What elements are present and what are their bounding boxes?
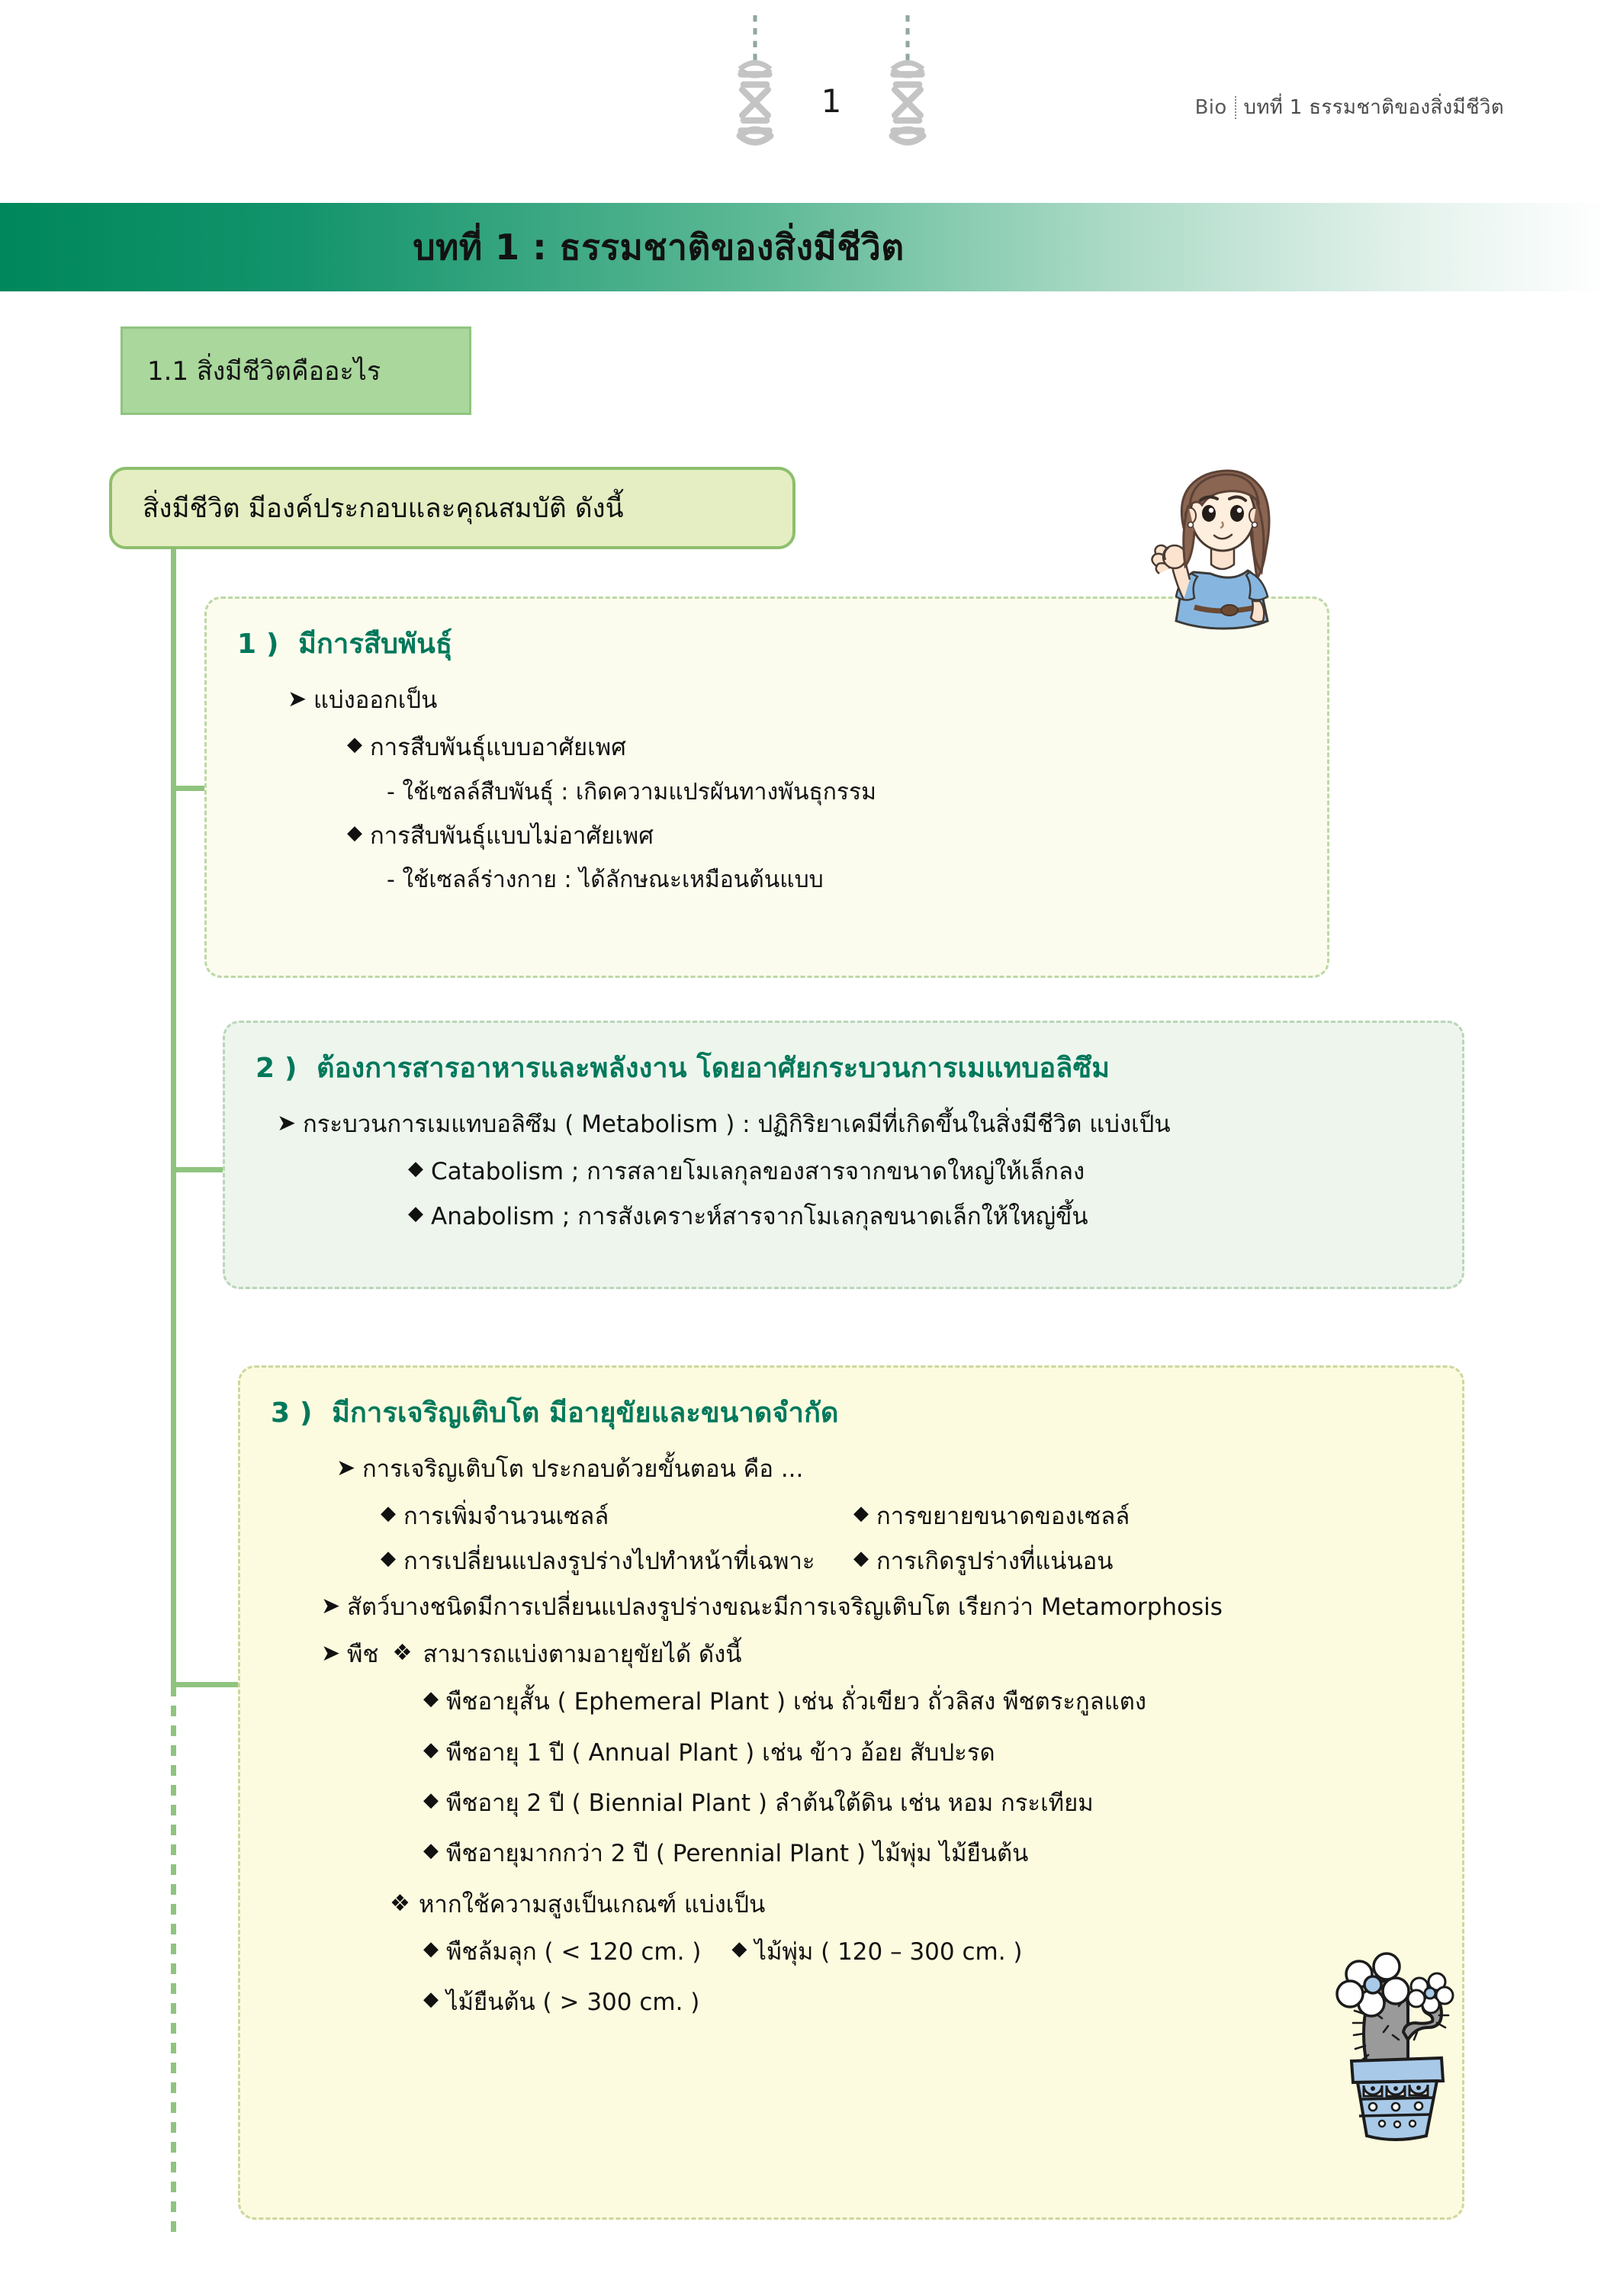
diamond-bullet-icon: ◆ (408, 1157, 423, 1181)
box-1-number: 1 ) (237, 629, 279, 660)
diamond-bullet-icon: ◆ (423, 1789, 439, 1812)
diamond-bullet-icon: ◆ (347, 733, 362, 757)
list-item-text: การเพิ่มจำนวนเซลล์ (403, 1503, 609, 1531)
list-item (853, 1546, 1432, 1577)
flower-bullet-icon: ❖ (392, 1639, 413, 1666)
box-2-title: ต้องการสารอาหารและพลังงาน โดยอาศัยกระบวนการเมแทบอลิซึม (317, 1053, 1110, 1084)
diamond-bullet-icon: ◆ (381, 1502, 396, 1526)
page-header (0, 0, 1607, 175)
page-number: 1 (821, 82, 842, 120)
list-item-text: Catabolism ; การสลายโมเลกุลของสารจากขนาดใหญ่ให้เล็กลง (431, 1158, 1085, 1186)
list-item (387, 865, 1297, 895)
box-2-heading (256, 1046, 1432, 1089)
height-types-row-2 (423, 1987, 1432, 2018)
cactus-in-pot-illustration (1319, 1950, 1483, 2150)
diamond-bullet-icon: ◆ (423, 1937, 439, 1960)
list-item-text: การเกิดรูปร่างที่แน่นอน (876, 1547, 1114, 1575)
chapter-banner (0, 203, 1607, 291)
arrow-bullet-icon: ➤ (321, 1592, 341, 1619)
plant-lead-text: สามารถแบ่งตามอายุขัยได้ ดังนี้ (423, 1641, 742, 1669)
content-box-reproduction (204, 597, 1329, 978)
height-criteria-text: หากใช้ความสูงเป็นเกณฑ์ แบ่งเป็น (419, 1890, 766, 1918)
box-3-number: 3 ) (271, 1397, 313, 1429)
list-item-text: ไม้พุ่ม ( 120 – 300 cm. ) (754, 1937, 1023, 1966)
arrow-bullet-icon: ➤ (336, 1455, 356, 1481)
corner-ornament-bl (121, 400, 136, 415)
box-3-title: มีการเจริญเติบโต มีอายุขัยและขนาดจำกัด (332, 1397, 839, 1429)
section-label-text: 1.1 สิ่งมีชีวิตคืออะไร (147, 356, 381, 387)
list-item (853, 1501, 1432, 1532)
banner-title: บทที่ 1 : ธรรมชาติของสิ่งมีชีวิต (413, 226, 905, 268)
list-item-text: ไม้ยืนต้น ( > 300 cm. ) (446, 1989, 700, 2017)
dna-helix-icon (881, 15, 934, 156)
header-bio-label: Bio (1194, 96, 1227, 119)
list-item-text: การสืบพันธุ์แบบอาศัยเพศ (370, 734, 626, 762)
header-divider (1235, 96, 1236, 119)
corner-ornament-br (456, 400, 471, 415)
section-label-1-1 (121, 326, 471, 415)
list-item-text: Anabolism ; การสังเคราะห์สารจากโมเลกุลขนาดเล็กให้ใหญ่ขึ้น (431, 1202, 1088, 1230)
tree-connector-stem (171, 549, 176, 1686)
list-item (387, 777, 1297, 807)
diamond-bullet-icon: ◆ (423, 1738, 439, 1761)
flower-bullet-icon: ❖ (390, 1889, 410, 1917)
list-item (381, 1501, 853, 1532)
list-item (423, 1788, 1432, 1818)
list-item-text: พืชล้มลุก ( < 120 cm. ) (446, 1937, 702, 1966)
diamond-bullet-icon: ◆ (423, 1839, 439, 1863)
list-item (288, 685, 1297, 715)
diamond-bullet-icon: ◆ (731, 1937, 747, 1960)
corner-ornament-tl (121, 326, 136, 342)
dna-helix-icon (728, 15, 782, 156)
diamond-bullet-icon: ◆ (423, 1988, 439, 2011)
content-box-metabolism (223, 1021, 1464, 1289)
dna-header-ornament (671, 15, 992, 160)
diamond-bullet-icon: ◆ (423, 1687, 439, 1711)
diamond-bullet-icon: ◆ (408, 1201, 423, 1225)
plant-lifespan-list (271, 1687, 1432, 1869)
list-item-text: การเปลี่ยนแปลงรูปร่างไปทำหน้าที่เฉพาะ (403, 1547, 815, 1575)
list-item-text: สัตว์บางชนิดมีการเปลี่ยนแปลงรูปร่างขณะมีการเจริญเติบโต เรียกว่า Metamorphosis (347, 1593, 1223, 1621)
list-item (423, 1738, 1432, 1768)
height-types-row-1 (423, 1937, 1432, 1967)
corner-ornament-tr (456, 326, 471, 342)
list-item (408, 1156, 1432, 1187)
list-item (347, 732, 1297, 763)
list-item (423, 1687, 1432, 1717)
plant-lead-label: พืช (347, 1641, 379, 1669)
list-item-text: พืชอายุ 1 ปี ( Annual Plant ) เช่น ข้าว อ้อย สับปะรด (446, 1738, 995, 1767)
box-2-number: 2 ) (256, 1053, 297, 1084)
subtitle-text: สิ่งมีชีวิต มีองค์ประกอบและคุณสมบัติ ดังนี้ (143, 493, 624, 524)
growth-steps-grid (381, 1501, 1432, 1577)
list-item (277, 1109, 1432, 1140)
list-item-text: การสืบพันธุ์แบบไม่อาศัยเพศ (370, 822, 654, 850)
plant-lead-row (321, 1639, 1432, 1670)
arrow-bullet-icon: ➤ (288, 686, 307, 712)
list-item (321, 1592, 1432, 1622)
list-item (381, 1546, 853, 1577)
list-item-text: การเจริญเติบโต ประกอบด้วยขั้นตอน คือ ... (362, 1455, 804, 1483)
diamond-bullet-icon: ◆ (853, 1502, 869, 1526)
list-item-text: การขยายขนาดของเซลล์ (876, 1503, 1130, 1531)
diamond-bullet-icon: ◆ (347, 821, 362, 844)
content-box-growth (238, 1365, 1464, 2220)
list-item (408, 1201, 1432, 1232)
list-item-text: - ใช้เซลล์ร่างกาย : ได้ลักษณะเหมือนต้นแบบ (387, 866, 824, 893)
tree-connector-stem-dashed (171, 1686, 176, 2235)
arrow-bullet-icon: ➤ (321, 1640, 341, 1667)
list-item (336, 1454, 1432, 1484)
list-item-text: กระบวนการเมแทบอลิซึม ( Metabolism ) : ปฏิกิริยาเคมีที่เกิดขึ้นในสิ่งมีชีวิต แบ่งเป็น (303, 1111, 1171, 1138)
diamond-bullet-icon: ◆ (381, 1546, 396, 1570)
box-3-heading (271, 1391, 1432, 1434)
list-item-text: - ใช้เซลล์สืบพันธุ์ : เกิดความแปรผันทางพันธุกรรม (387, 778, 876, 806)
diamond-bullet-icon: ◆ (853, 1546, 869, 1570)
header-chapter-ref (1195, 92, 1504, 123)
list-item (347, 821, 1297, 851)
box-1-title: มีการสืบพันธุ์ (298, 629, 453, 660)
height-criteria-heading (390, 1889, 1432, 1920)
girl-ok-gesture-illustration (1136, 458, 1308, 645)
list-item (423, 1838, 1432, 1869)
list-item-text: แบ่งออกเป็น (313, 687, 438, 714)
subtitle-box (109, 467, 795, 549)
header-chapter-title: บทที่ 1 ธรรมชาติของสิ่งมีชีวิต (1243, 96, 1504, 119)
list-item-text: พืชอายุสั้น ( Ephemeral Plant ) เช่น ถั่วเขียว ถั่วลิสง พืชตระกูลแตง (446, 1688, 1147, 1716)
list-item-text: พืชอายุ 2 ปี ( Biennial Plant ) ลำต้นใต้ดิน เช่น หอม กระเทียม (446, 1790, 1094, 1818)
arrow-bullet-icon: ➤ (277, 1110, 297, 1137)
list-item-text: พืชอายุมากกว่า 2 ปี ( Perennial Plant ) ไม้พุ่ม ไม้ยืนต้น (446, 1840, 1029, 1868)
